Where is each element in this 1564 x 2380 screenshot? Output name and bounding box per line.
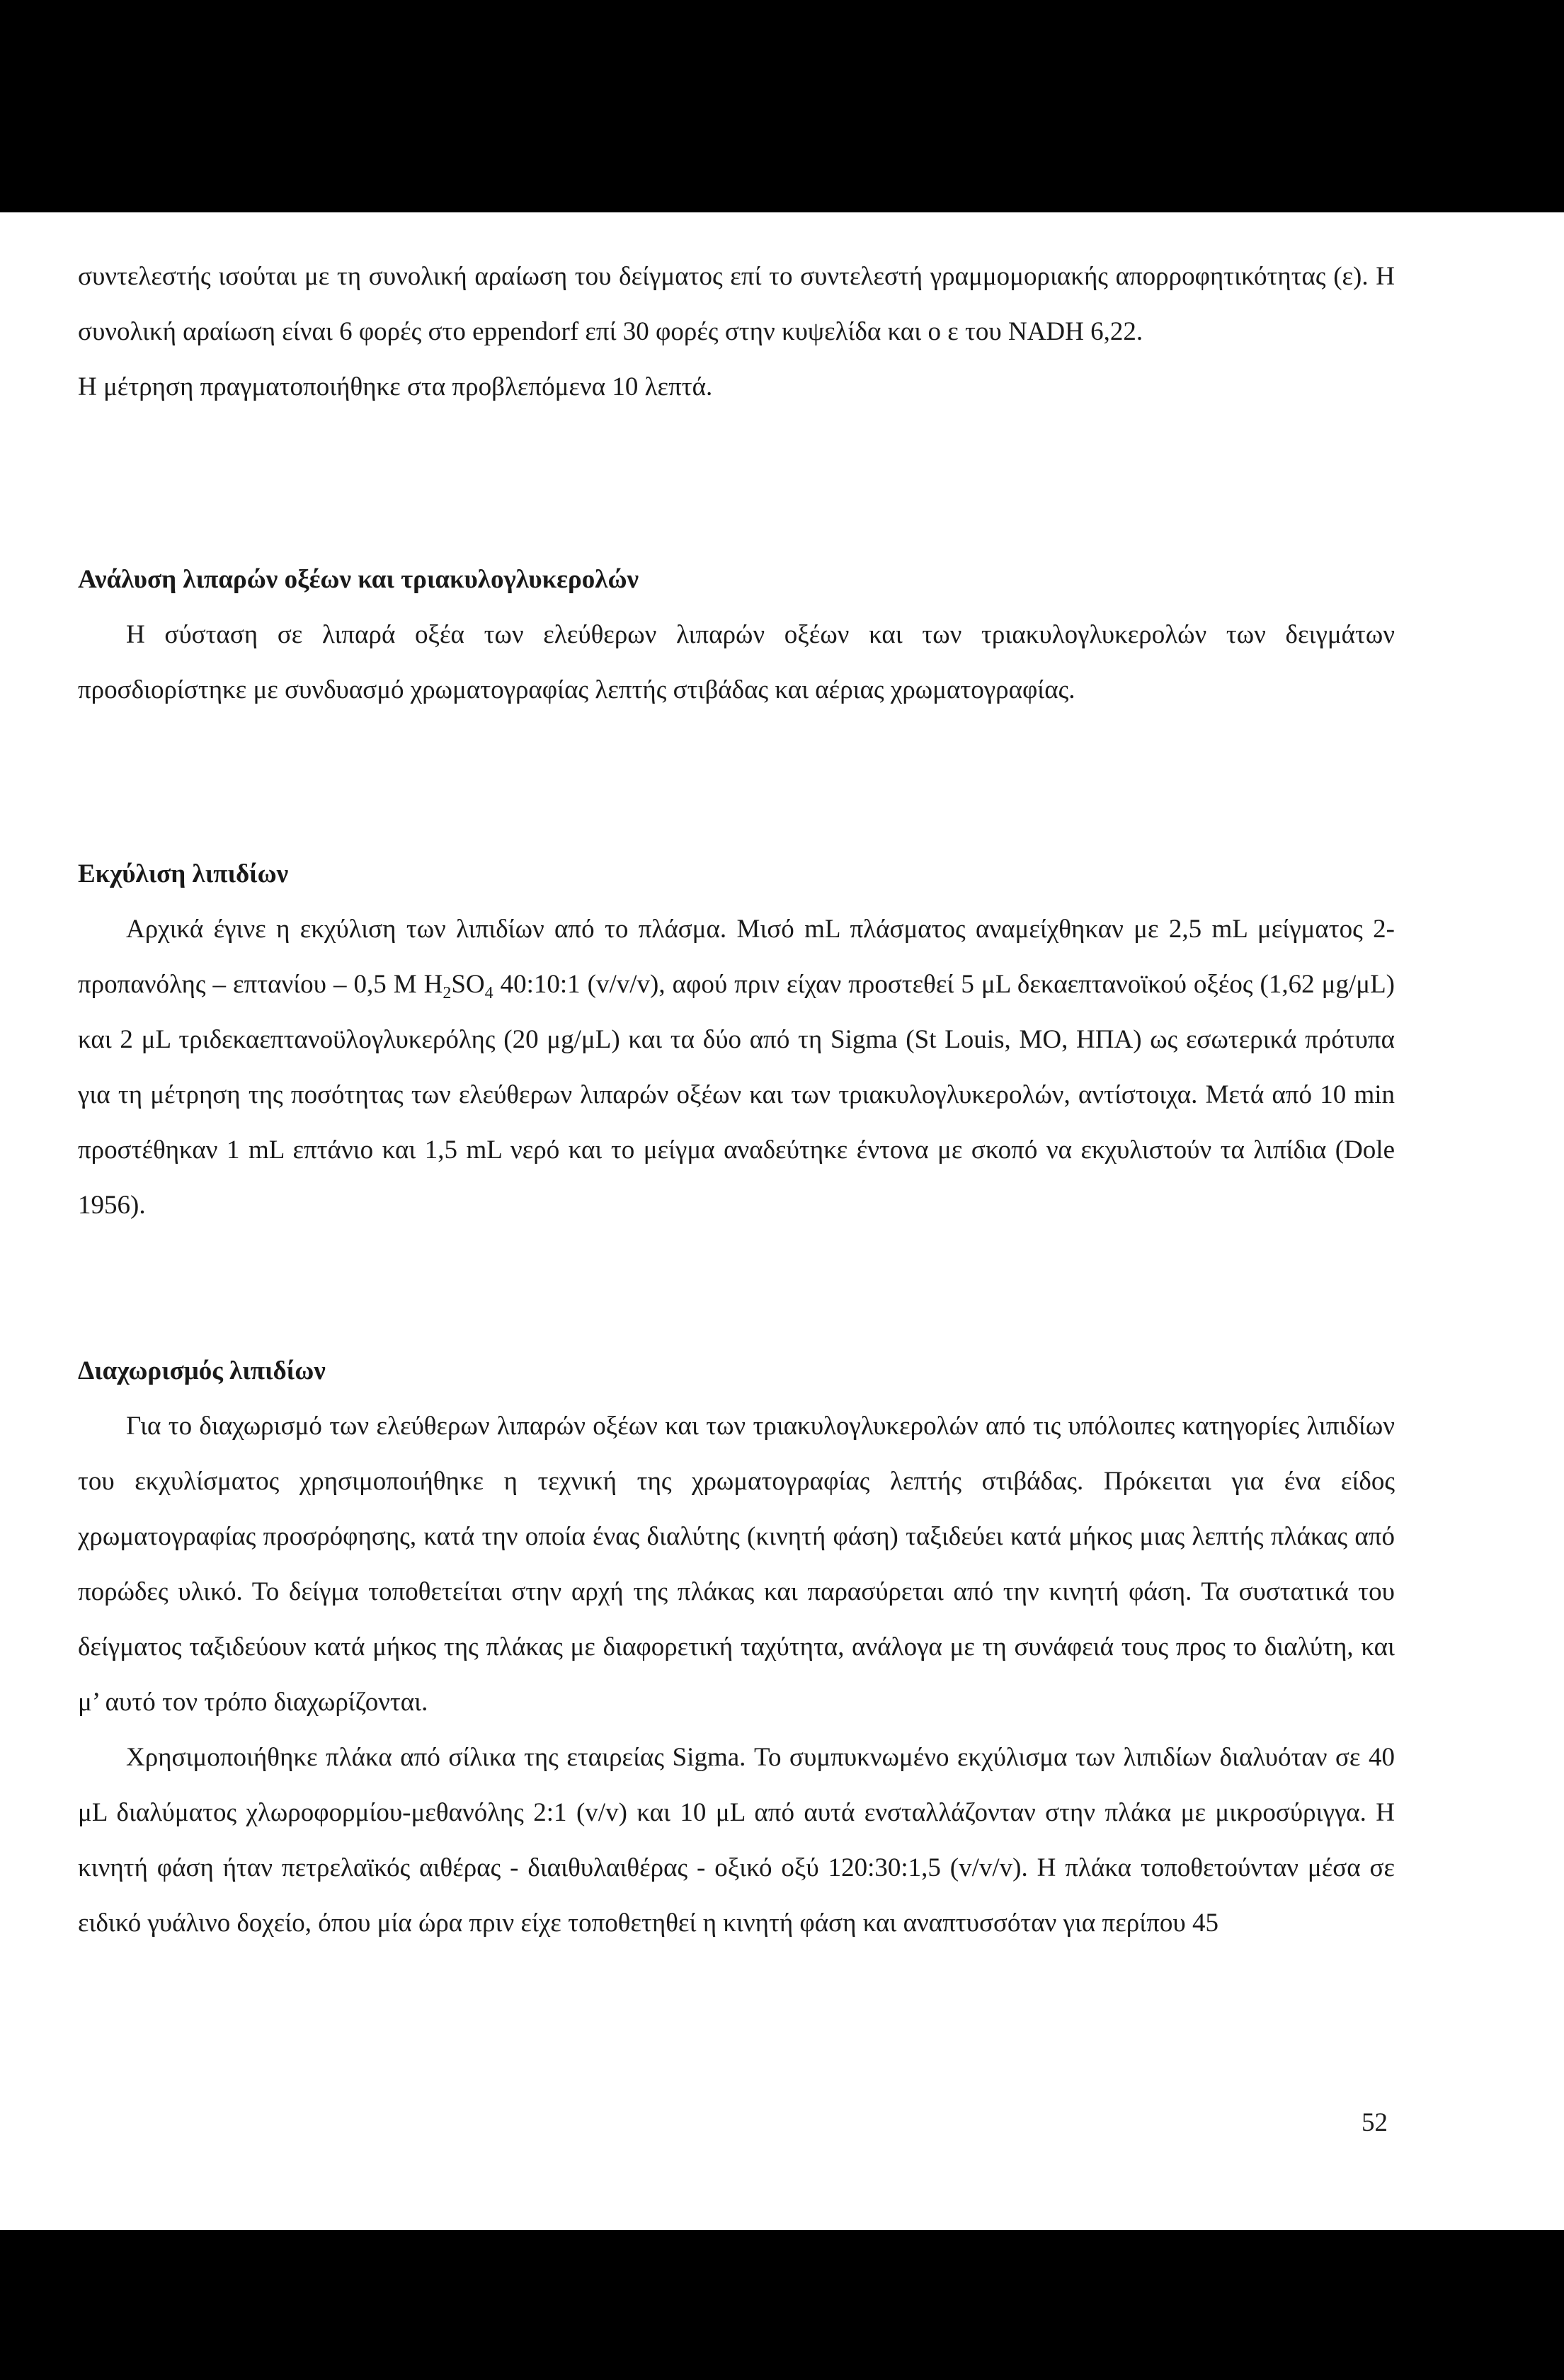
scan-top-border xyxy=(0,0,1564,212)
paragraph-text xyxy=(78,902,1395,1233)
paragraph-text: συντελεστής ισούται με τη συνολική αραίωση του δείγματος επί το συντελεστή γραμμομοριακής απορροφητικότητας (ε). Η συνολική αραίωση είναι 6 φορές στο eppendorf επί 30 φορές στην κυψελίδα και ο ε του NADH 6,22. xyxy=(78,262,1395,346)
subscript: 4 xyxy=(484,984,493,1002)
paragraph-measurement-time: Η μέτρηση πραγματοποιήθηκε στα προβλεπόμενα 10 λεπτά. xyxy=(78,372,713,401)
section-lipid-separation xyxy=(78,1344,1395,1951)
paragraph-dilution-factor xyxy=(78,249,1395,415)
text-run: SO xyxy=(451,970,485,999)
section-heading: Διαχωρισμός λιπιδίων xyxy=(78,1356,326,1385)
paragraph-text: Χρησιμοποιήθηκε πλάκα από σίλικα της εταιρείας Sigma. Το συμπυκνωμένο εκχύλισμα των λιπιδίων διαλυόταν σε 40 μL διαλύματος χλωροφορμίου-μεθανόλης 2:1 (v/v) και 10 μL από αυτά ενσταλλάζονταν στην πλάκα με μικροσύριγγα. Η κινητή φάση ήταν πετρελαϊκός αιθέρας - διαιθυλαιθέρας - οξικό οξύ 120:30:1,5 (v/v/v). Η πλάκα τοποθετούνταν μέσα σε ειδικό γυάλινο δοχείο, όπου μία ώρα πριν είχε τοποθετηθεί η κινητή φάση και αναπτυσσόταν για περίπου 45 xyxy=(78,1743,1395,1938)
page-number: 52 xyxy=(1362,2108,1388,2137)
text-run: 40:10:1 (v/v/v), αφού πριν είχαν προστεθεί 5 μL δεκαεπτανοϊκού οξέος (1,62 μg/μL) και 2 μL τριδεκαεπτανοϋλογλυκερόλης (20 μg/μL) και τα δύο από τη Sigma (St Louis, MO, ΗΠΑ) ως εσωτερικά πρότυπα για τη μέτρηση της ποσότητας των ελεύθερων λιπαρών οξέων και των τριακυλογλυκερολών, αντίστοιχα. Μετά από 10 min προστέθηκαν 1 mL επτάνιο και 1,5 mL νερό και το μείγμα αναδεύτηκε έντονα με σκοπό να εκχυλιστούν τα λιπίδια (Dole 1956). xyxy=(78,970,1395,1220)
section-lipid-extraction xyxy=(78,847,1395,1233)
subscript: 2 xyxy=(443,984,452,1002)
scan-bottom-border xyxy=(0,2230,1564,2380)
section-fatty-acid-analysis xyxy=(78,552,1395,718)
section-heading: Ανάλυση λιπαρών οξέων και τριακυλογλυκερολών xyxy=(78,565,639,594)
text-run: Αρχικά έγινε η εκχύλιση των λιπιδίων από το πλάσμα. Μισό mL πλάσματος αναμείχθηκαν με 2,5 mL μείγματος 2-προπανόλης – επτανίου – 0,5 M H xyxy=(78,915,1395,999)
section-heading: Εκχύλιση λιπιδίων xyxy=(78,859,289,888)
paragraph-text: Για το διαχωρισμό των ελεύθερων λιπαρών οξέων και των τριακυλογλυκερολών από τις υπόλοιπες κατηγορίες λιπιδίων του εκχυλίσματος χρησιμοποιήθηκε η τεχνική της χρωματογραφίας λεπτής στιβάδας. Πρόκειται για ένα είδος χρωματογραφίας προσρόφησης, κατά την οποία ένας διαλύτης (κινητή φάση) ταξιδεύει κατά μήκος μιας λεπτής πλάκας από πορώδες υλικό. Το δείγμα τοποθετείται στην αρχή της πλάκας και παρασύρεται από την κινητή φάση. Τα συστατικά του δείγματος ταξιδεύουν κατά μήκος της πλάκας με διαφορετική ταχύτητα, ανάλογα με τη συνάφειά τους προς το διαλύτη, και μ’ αυτό τον τρόπο διαχωρίζονται. xyxy=(78,1412,1395,1717)
paragraph-text: Η σύσταση σε λιπαρά οξέα των ελεύθερων λιπαρών οξέων και των τριακυλογλυκερολών των δειγμάτων προσδιορίστηκε με συνδυασμό χρωματογραφίας λεπτής στιβάδας και αέριας χρωματογραφίας. xyxy=(78,620,1395,704)
